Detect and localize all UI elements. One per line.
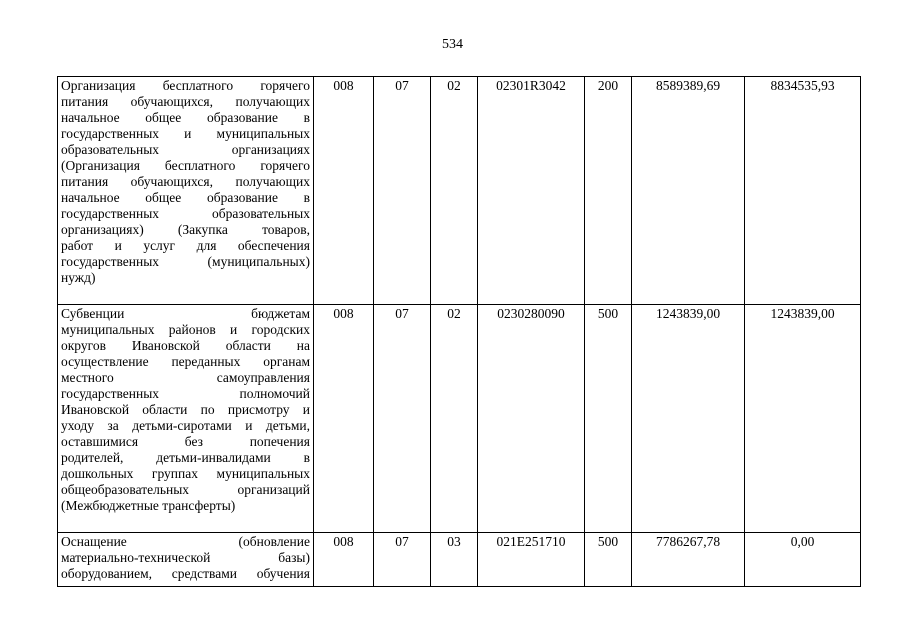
target-article-cell: 021E251710 (478, 533, 585, 587)
expense-type-cell: 500 (585, 305, 632, 533)
amount-2-cell: 8834535,93 (745, 77, 861, 305)
description-line: уходу за детьми-сиротами и детьми, (61, 418, 310, 433)
description-line: местного самоуправления (61, 370, 310, 385)
description-line: образовательных организациях (61, 142, 310, 157)
description-cell (58, 533, 314, 587)
description-line: (Организация бесплатного горячего (61, 158, 310, 173)
description-line: материально-технической базы) (61, 550, 310, 565)
description-cell (58, 305, 314, 533)
description-line: государственных (муниципальных) (61, 254, 310, 269)
subsection-code-cell: 03 (431, 533, 478, 587)
description-cell (58, 77, 314, 305)
description-line: оборудованием, средствами обучения (61, 566, 310, 581)
budget-table-body (58, 77, 861, 587)
description-line: питания обучающихся, получающих (61, 94, 310, 109)
table-row (58, 305, 861, 533)
ministry-code-cell: 008 (314, 77, 374, 305)
description-line: общеобразовательных организаций (61, 482, 310, 497)
description-line: Организация бесплатного горячего (61, 78, 310, 93)
description-line: начальное общее образование в (61, 110, 310, 125)
subsection-code-cell: 02 (431, 305, 478, 533)
description-line: оставшимися без попечения (61, 434, 310, 449)
description-line: родителей, детьми-инвалидами в (61, 450, 310, 465)
description-line: округов Ивановской области на (61, 338, 310, 353)
table-row (58, 77, 861, 305)
description-line: дошкольных группах муниципальных (61, 466, 310, 481)
description-line: муниципальных районов и городских (61, 322, 310, 337)
description-line: государственных образовательных (61, 206, 310, 221)
target-article-cell: 0230280090 (478, 305, 585, 533)
description-line: нужд) (61, 270, 96, 285)
amount-2-cell: 1243839,00 (745, 305, 861, 533)
description-line: Ивановской области по присмотру и (61, 402, 310, 417)
amount-1-cell: 8589389,69 (632, 77, 745, 305)
section-code-cell: 07 (374, 305, 431, 533)
expense-type-cell: 500 (585, 533, 632, 587)
ministry-code-cell: 008 (314, 305, 374, 533)
table-row (58, 533, 861, 587)
description-line: организациях) (Закупка товаров, (61, 222, 310, 237)
amount-1-cell: 1243839,00 (632, 305, 745, 533)
description-line: начальное общее образование в (61, 190, 310, 205)
description-line: государственных полномочий (61, 386, 310, 401)
description-line: Субвенции бюджетам (61, 306, 310, 321)
section-code-cell: 07 (374, 533, 431, 587)
description-line: питания обучающихся, получающих (61, 174, 310, 189)
target-article-cell: 02301R3042 (478, 77, 585, 305)
expense-type-cell: 200 (585, 77, 632, 305)
description-line: работ и услуг для обеспечения (61, 238, 310, 253)
section-code-cell: 07 (374, 77, 431, 305)
description-line: осуществление переданных органам (61, 354, 310, 369)
description-line: Оснащение (обновление (61, 534, 310, 549)
description-line: (Межбюджетные трансферты) (61, 498, 236, 513)
description-line: государственных и муниципальных (61, 126, 310, 141)
amount-1-cell: 7786267,78 (632, 533, 745, 587)
amount-2-cell: 0,00 (745, 533, 861, 587)
ministry-code-cell: 008 (314, 533, 374, 587)
subsection-code-cell: 02 (431, 77, 478, 305)
page-number: 534 (442, 37, 463, 52)
budget-table (57, 76, 861, 587)
